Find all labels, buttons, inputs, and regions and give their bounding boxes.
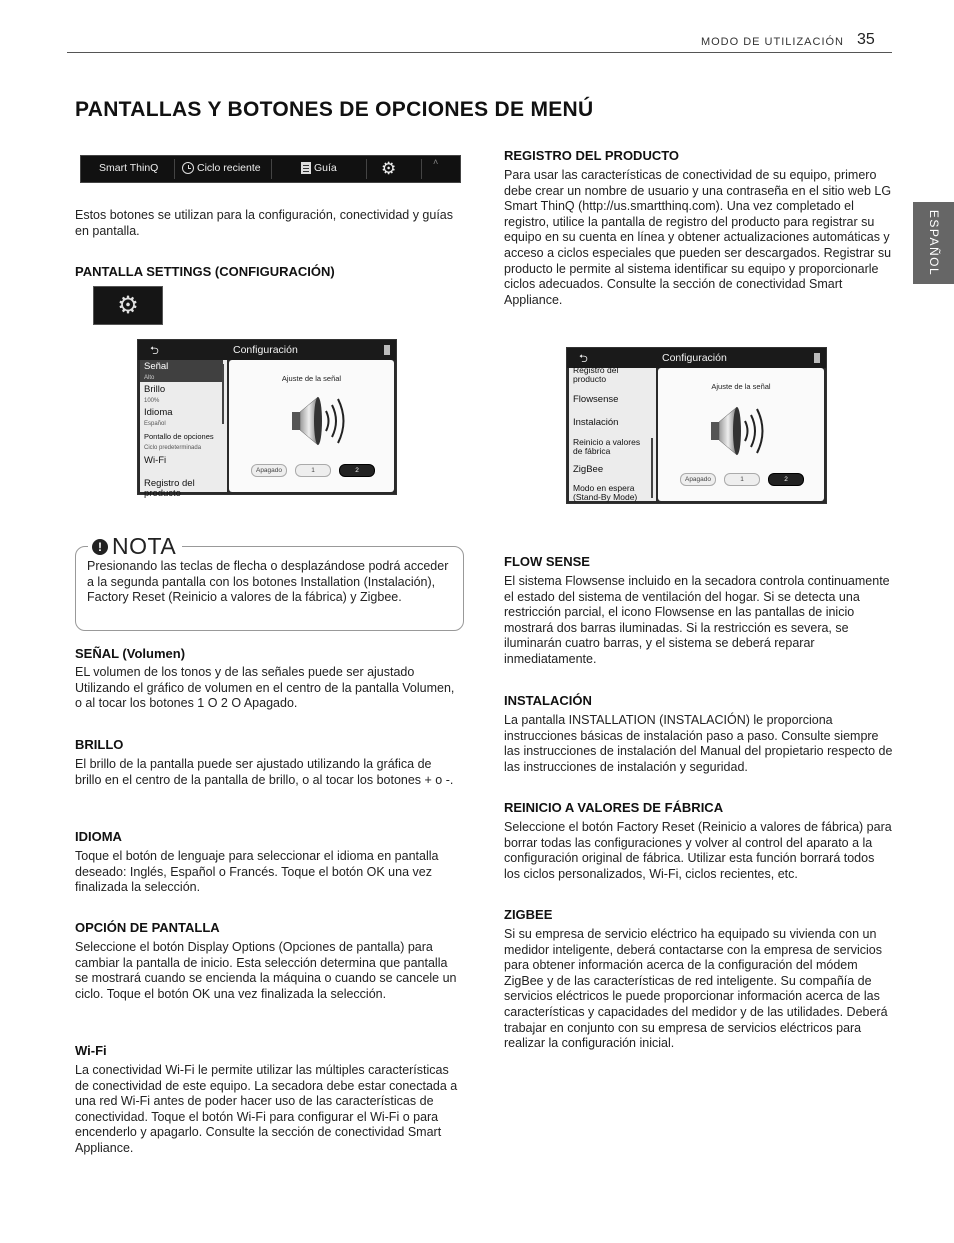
document-icon xyxy=(301,162,311,174)
trash-icon xyxy=(384,345,390,355)
section-heading-brightness: BRILLO xyxy=(75,737,124,752)
menu-item-label: Pontallo de opciones xyxy=(144,432,214,441)
menubar-item-smart-thinq xyxy=(99,162,158,174)
section-heading-installation: INSTALACIÓN xyxy=(504,693,592,708)
menubar-item-recent-cycle xyxy=(182,162,261,174)
section-body-language: Toque el botón de lenguaje para seleccionar el idioma en pantalla deseado: Inglés, Español o Francés. Toque el botón OK una vez finalizada la selección. xyxy=(75,849,439,895)
menu-item-wifi xyxy=(144,456,166,466)
menubar-divider xyxy=(174,159,175,179)
menu-item-sub: Ciclo predeterminada xyxy=(144,445,202,451)
menu-item-product-registration: Registro del producto xyxy=(573,365,619,384)
intro-text: Estos botones se utilizan para la configuración, conectividad y guías en pantalla. xyxy=(75,208,454,238)
panel-caption: Ajuste de la señal xyxy=(281,374,342,383)
section-body-zigbee: Si su empresa de servicio eléctrico ha equipado su vivienda con un medidor inteligente, deberá contactarse con la empresa de servicios para obtener información acerca de la configuración del módem ZigBee y de las características de red inteligente. Su compañía de servicios eléctricos le puede proporcionar información acerca de las características y capacidades del medidor y de las utilidades. Deberá trabajar en conjunto con su empresa de servicios eléctricos para realizar la configuración inicial. xyxy=(504,927,888,1051)
menubar-item-guide xyxy=(301,162,337,174)
panel-caption: Ajuste de la señal xyxy=(711,382,771,391)
section-heading-zigbee: ZIGBEE xyxy=(504,907,553,922)
settings-heading: PANTALLA SETTINGS (CONFIGURACIÓN) xyxy=(75,264,335,279)
off-button: Apagado xyxy=(251,464,287,477)
menubar-item-label: Ciclo reciente xyxy=(197,162,261,174)
menu-item-label: Registro del producto xyxy=(144,478,195,499)
menubar-divider xyxy=(421,159,422,179)
menu-item-label: Brillo xyxy=(144,384,166,395)
section-body-signal: EL volumen de los tonos y de las señales puede ser ajustado Utilizando el gráfico de volumen en el centro de la pantalla Volumen, o al tocar los botones 1 O 2 O Apagado. xyxy=(75,665,455,711)
signal-panel xyxy=(229,360,394,492)
section-body-brightness: El brillo de la pantalla puede ser ajustado utilizando la gráfica de brillo en el centro de la pantalla de brillo, o al tocar los botones + o -. xyxy=(75,757,454,787)
menu-item-factory-reset: Reinicio a valores de fábrica xyxy=(573,437,641,456)
section-body-product-registration: Para usar las características de conectividad de su equipo, primero debe crear un nombre de usuario y una contraseña en el sitio web LG Smart ThinQ (http://us.smartthinq.com). Una vez completado el registro, utilice la pantalla de registro del producto para registrar su equipo en su cuenta en línea y obtener actualizaciones automáticas y acceso a ciclos especiales que pueden ser descargados. Registrar su producto le permite al sistema identificar su equipo y proporcionarle ciclos adecuados. Consulte la sección de conectividad Smart Appliance. xyxy=(504,168,892,307)
header-rule xyxy=(67,52,892,53)
menu-item-brightness xyxy=(144,385,165,406)
section-body-display-option: Seleccione el botón Display Options (Opciones de pantalla) para cambiar la pantalla de inicio. Esta selección determina que pantalla se mostrará cuando se encienda la máquina o cuando se cancele un ciclo. Toque el botón OK una vez finalizada la selección. xyxy=(75,940,457,1001)
settings-button-image xyxy=(93,286,163,325)
page-number: 35 xyxy=(857,31,875,48)
menu-item-installation: Instalación xyxy=(573,417,619,428)
settings-menu-list xyxy=(569,365,656,502)
language-side-tab-label: ESPAÑOL xyxy=(926,209,941,277)
note-label: NOTA xyxy=(112,533,177,559)
back-arrow-icon: ⮌ xyxy=(150,345,159,357)
menu-item-label: Wi-Fi xyxy=(144,455,167,466)
menu-item-sub: Español xyxy=(144,421,166,427)
menubar-divider xyxy=(271,159,272,179)
back-arrow-icon: ⮌ xyxy=(579,353,588,365)
section-heading-factory-reset: REINICIO A VALORES DE FÁBRICA xyxy=(504,800,724,815)
menu-item-label: Señal xyxy=(144,361,169,372)
chevron-up-icon: ˄ xyxy=(433,157,439,167)
menubar-item-label: Smart ThinQ xyxy=(99,162,159,174)
menu-item-sub: Alto xyxy=(144,375,155,381)
section-heading-signal: SEÑAL (Volumen) xyxy=(75,646,186,661)
menu-item-product-registration xyxy=(144,479,222,499)
page-title: PANTALLAS Y BOTONES DE OPCIONES DE MENÚ xyxy=(75,98,594,121)
level-1-button: 1 xyxy=(295,464,331,477)
settings-menu-list xyxy=(140,360,227,499)
section-heading-flow-sense: FLOW SENSE xyxy=(504,554,590,569)
section-heading-wifi: Wi-Fi xyxy=(75,1043,107,1058)
menu-item-signal xyxy=(140,360,223,382)
level-2-button: 2 xyxy=(768,473,804,486)
off-button: Apagado xyxy=(680,473,716,486)
menu-item-standby-mode: Modo en espera (Stand-By Mode) xyxy=(573,483,638,502)
screen-title-bar xyxy=(138,340,396,360)
settings-screen-1 xyxy=(137,339,397,499)
section-body-wifi: La conectividad Wi-Fi le permite utilizar las múltiples características de conectividad de este equipo. La secadora debe estar conectada a una red Wi-Fi antes de poder hacer uso de las características de conectividad. Toque el botón Wi-Fi para configurar el Wi-Fi o para encenderlo y apagarlo. Consulte la sección de conectividad Smart Appliance. xyxy=(75,1063,458,1155)
language-side-tab xyxy=(913,202,954,284)
level-1-button: 1 xyxy=(724,473,760,486)
speaker-icon xyxy=(284,392,354,450)
menu-scrollbar xyxy=(222,364,224,424)
screen-title: Configuración xyxy=(233,344,298,356)
menubar-divider xyxy=(366,159,367,179)
menu-scrollbar xyxy=(651,438,653,498)
running-header-section: MODO DE UTILIZACIÓN xyxy=(700,36,844,48)
menubar-item-label: Guía xyxy=(314,162,337,174)
menu-item-flowsense: Flowsense xyxy=(573,394,619,405)
speaker-icon xyxy=(703,402,773,460)
menu-item-display-options xyxy=(144,432,214,453)
menu-bar-image xyxy=(80,155,461,183)
note-text: Presionando las teclas de flecha o desplazándose podrá acceder a la segunda pantalla con los botones Installation (Instalación), Factory Reset (Reinicio a valores de la fábrica) y Zigbee. xyxy=(87,559,449,605)
gear-icon: ⚙ xyxy=(381,159,397,178)
section-heading-product-registration: REGISTRO DEL PRODUCTO xyxy=(504,148,680,163)
level-2-button: 2 xyxy=(339,464,375,477)
gear-icon: ⚙ xyxy=(117,291,139,319)
note-header xyxy=(88,533,182,560)
section-heading-display-option: OPCIÓN DE PANTALLA xyxy=(75,920,220,935)
clock-icon xyxy=(182,162,194,174)
section-body-installation: La pantalla INSTALLATION (INSTALACIÓN) le proporciona instrucciones básicas de instalación paso a paso. Consulte siempre las instrucciones de instalación del Manual del propietario respecto de las instrucciones de instalación y seguridad. xyxy=(504,713,893,774)
screen-title: Configuración xyxy=(662,352,727,364)
menu-item-language xyxy=(144,408,173,429)
exclamation-icon: ! xyxy=(92,539,108,555)
menu-item-sub: 100% xyxy=(144,398,160,404)
section-heading-language: IDIOMA xyxy=(75,829,122,844)
section-body-flow-sense: El sistema Flowsense incluido en la secadora controla continuamente el estado del sistema de ventilación del hogar. Si se detecta una restricción parcial, el icono Flowsense en las pantallas de inicio mostrará dos barras iluminadas. Si la restricción es severa, se iluminarán cuatro barras, y el sistema se deberá reparar inmediatamente. xyxy=(504,574,890,666)
trash-icon xyxy=(814,353,820,363)
signal-panel xyxy=(658,368,824,501)
menu-item-zigbee: ZigBee xyxy=(573,464,604,475)
section-body-factory-reset: Seleccione el botón Factory Reset (Reinicio a valores de fábrica) para borrar todas las configuraciones y volver al control del aparato a la configuración original de fábrica. Utilizar esta función borrará todos los ciclos personalizados, Wi-Fi, ciclos recientes, etc. xyxy=(504,820,892,881)
settings-screen-2 xyxy=(566,347,827,504)
menu-item-label: Idioma xyxy=(144,407,173,418)
